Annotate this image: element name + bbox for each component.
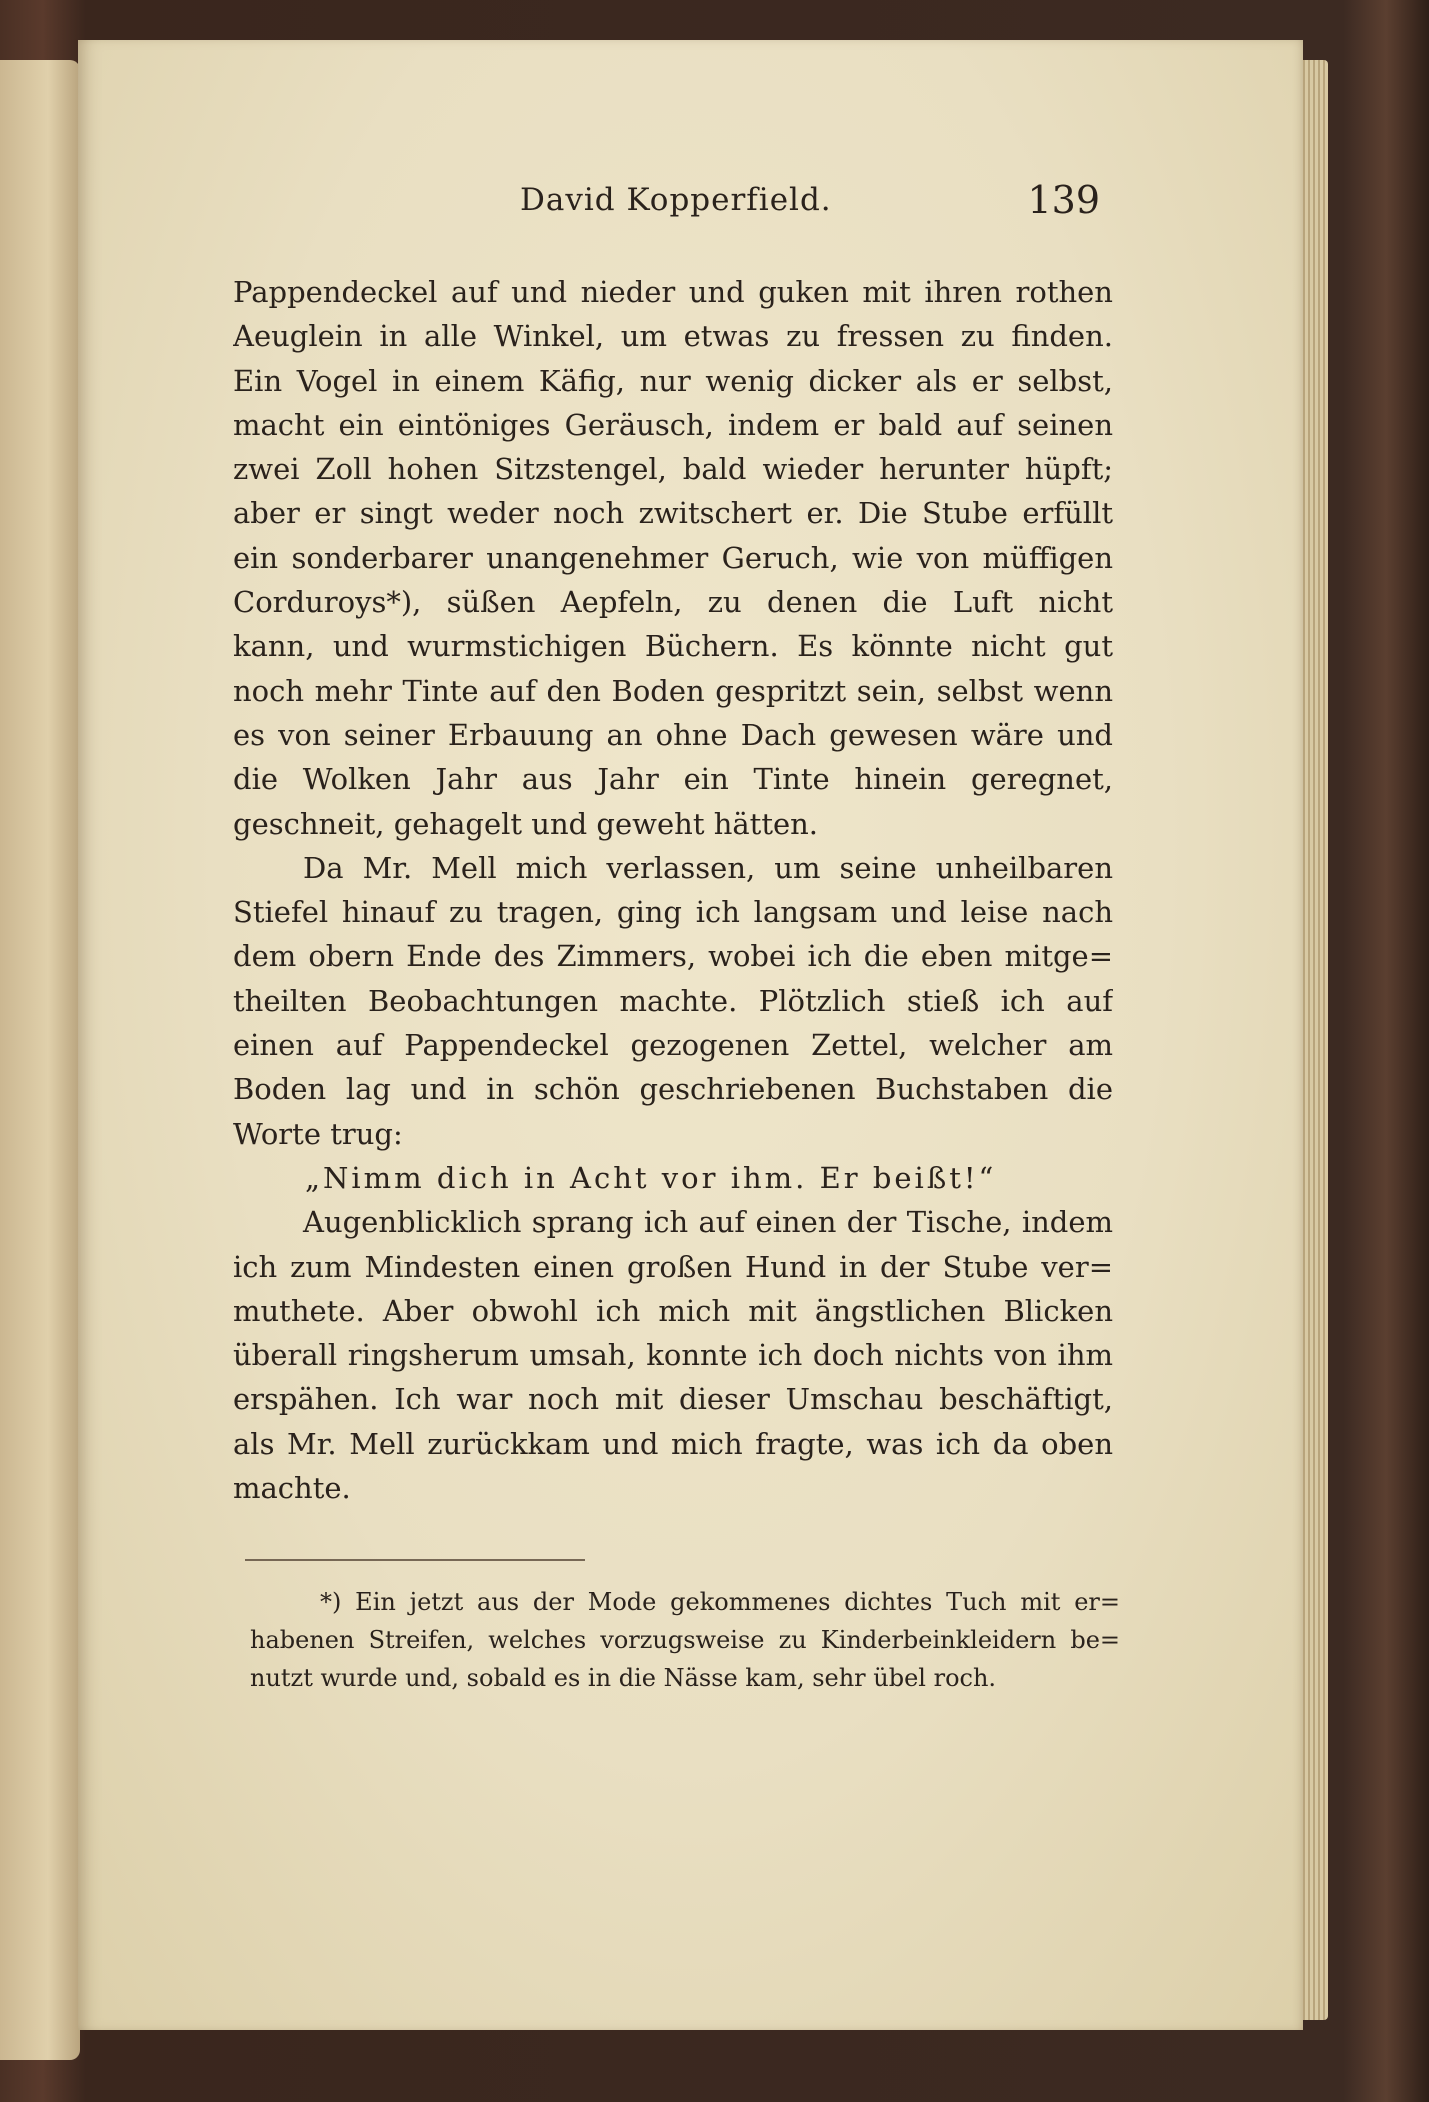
text-line: macht ein eintöniges Geräusch, indem er bald auf seinen	[233, 407, 1113, 442]
text-line: aber er singt weder noch zwitschert er. Die Stube erfüllt	[233, 496, 1113, 531]
text-line: zwei Zoll hohen Sitzstengel, bald wieder herunter hüpft;	[233, 452, 1113, 487]
text-line: machte.	[233, 1471, 351, 1506]
text-line: ein sonderbarer unangenehmer Geruch, wie von müffigen	[233, 540, 1113, 575]
left-page-edge	[0, 60, 80, 2060]
text-line: Pappendeckel auf und nieder und guken mit ihren rothen	[233, 275, 1113, 309]
text-line: Boden lag und in schön geschriebenen Buchstaben die	[233, 1072, 1113, 1107]
text-line: theilten Beobachtungen machte. Plötzlich stieß ich auf	[233, 983, 1113, 1018]
text-line: noch mehr Tinte auf den Boden gespritzt sein, selbst wenn	[233, 673, 1113, 708]
footnote-rule	[245, 1559, 585, 1561]
text-line: als Mr. Mell zurückkam und mich fragte, was ich da oben	[233, 1426, 1113, 1461]
text-line: muthete. Aber obwohl ich mich mit ängstlichen Blicken	[233, 1293, 1113, 1328]
text-line: Ein Vogel in einem Käfig, nur wenig dicker als er selbst,	[233, 363, 1113, 398]
footnote-line: nutzt wurde und, sobald es in die Nässe kam, sehr übel roch.	[250, 1664, 997, 1692]
running-title: David Kopperfield.	[520, 182, 832, 218]
text-line: ich zum Mindesten einen großen Hund in der Stube ver=	[233, 1249, 1113, 1284]
text-line: Stiefel hinauf zu tragen, ging ich langsam und leise nach	[233, 895, 1113, 930]
text-line: überall ringsherum umsah, konnte ich doch nichts von ihm	[233, 1338, 1113, 1373]
text-line: kann, und wurmstichigen Büchern. Es könnte nicht gut	[233, 629, 1113, 664]
body-text	[233, 270, 1113, 1510]
text-line: dem obern Ende des Zimmers, wobei ich die eben mitge=	[233, 939, 1113, 974]
text-line: die Wolken Jahr aus Jahr ein Tinte hinein geregnet,	[233, 762, 1113, 797]
text-line: geschneit, gehagelt und geweht hätten.	[233, 806, 819, 841]
text-line: Augenblicklich sprang ich auf einen der Tische, indem	[303, 1205, 1113, 1240]
footnote-line: habenen Streifen, welches vorzugsweise zu Kinderbeinkleidern be=	[250, 1626, 1120, 1654]
text-line: erspähen. Ich war noch mit dieser Umschau beschäftigt,	[233, 1382, 1113, 1417]
footnote-line: *) Ein jetzt aus der Mode gekommenes dichtes Tuch mit er=	[320, 1588, 1120, 1616]
page-stack-edge	[1300, 60, 1328, 2020]
page-number: 139	[1027, 178, 1100, 222]
text-line: Corduroys*), süßen Aepfeln, zu denen die Luft nicht	[233, 585, 1113, 620]
page-header	[520, 178, 1120, 228]
footnote	[250, 1583, 1120, 1697]
text-line: Worte trug:	[233, 1116, 403, 1151]
text-line: es von seiner Erbauung an ohne Dach gewesen wäre und	[233, 717, 1113, 752]
warning-quote: „Nimm dich in Acht vor ihm. Er beißt!“	[305, 1160, 997, 1195]
text-line: Da Mr. Mell mich verlassen, um seine unheilbaren	[303, 850, 1113, 885]
text-line: einen auf Pappendeckel gezogenen Zettel, welcher am	[233, 1028, 1113, 1063]
text-line: Aeuglein in alle Winkel, um etwas zu fressen zu finden.	[233, 319, 1113, 354]
